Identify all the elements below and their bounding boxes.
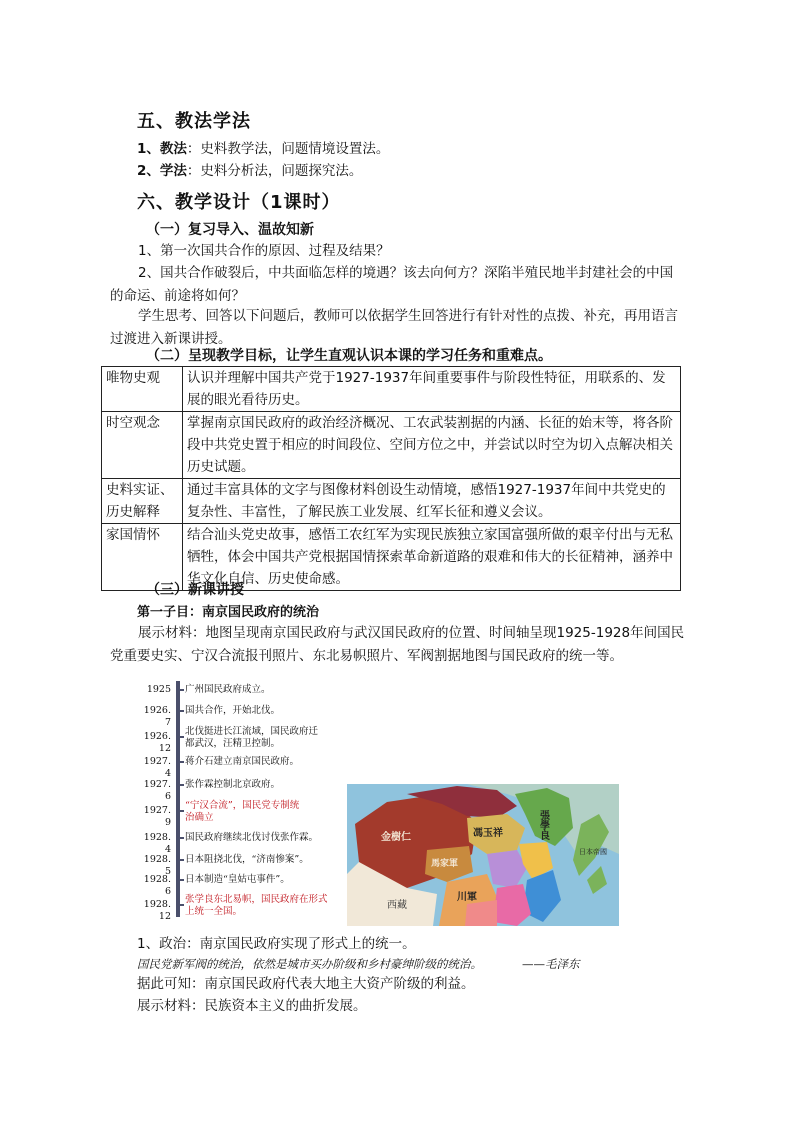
map-label-feng: 馮玉祥 — [473, 828, 503, 839]
timeline-event: 日本制造“皇姑屯事件”。 — [185, 874, 290, 885]
section6-heading: 六、教学设计（1课时） — [137, 192, 341, 213]
review-note: 学生思考、回答以下问题后，教师可以依据学生回答进行有针对性的点拨、补充，再用语言过渡进入新课讲授。 — [110, 308, 678, 347]
map-label-ma: 馬家軍 — [431, 858, 459, 868]
timeline-event: 国共合作，开始北伐。 — [185, 705, 281, 716]
timeline-date: 1925 — [146, 684, 171, 695]
timeline-event: 张作霖控制北京政府。 — [185, 779, 281, 790]
goal-value: 掌握南京国民政府的政治经济概况、工农武装割据的内涵、长征的始末等，将各阶段中共党史置于相应的时间段位、空间方位之中，并尝试以时空为切入点解决相关历史试题。 — [183, 412, 681, 479]
sub1-title: 第一子目：南京国民政府的统治 — [137, 605, 320, 620]
map-label-chuan: 川軍 — [457, 892, 477, 903]
goal-key: 时空观念 — [102, 412, 183, 479]
inference-line: 据此可知：南京国民政府代表大地主大资产阶级的利益。 — [137, 976, 475, 992]
map-label-jin: 金樹仁 — [381, 832, 411, 843]
timeline-date: 1928. 12 — [143, 899, 171, 922]
material2-line: 展示材料：民族资本主义的曲折发展。 — [137, 998, 367, 1014]
map-label-zhang: 張學良 — [537, 810, 549, 840]
goal-value: 结合汕头党史故事，感悟工农红军为实现民族独立家国富强所做的艰辛付出与无私牺牲，体会中国共产党根据国情探索革命新道路的艰难和伟大的长征精神，涵养中华文化自信、历史使命感。 — [183, 524, 681, 591]
teaching-method-line: 1、教法：史料教学法，问题情境设置法。 — [137, 141, 390, 157]
timeline-event: 北伐挺进长江流域，国民政府迁都武汉，汪精卫控制。 — [185, 726, 319, 749]
goal-value: 认识并理解中国共产党于1927-1937年间重要事件与阶段性特征，用联系的、发展的眼光看待历史。 — [183, 367, 681, 412]
part3-title: （三）新课讲授 — [146, 582, 244, 598]
timeline-date: 1928. 6 — [143, 874, 171, 897]
timeline-event: 张学良东北易帜，国民政府在形式上统一全国。 — [185, 894, 328, 917]
timeline-date: 1926. 7 — [143, 705, 171, 728]
goals-table — [101, 366, 681, 591]
review-question-1: 1、第一次国共合作的原因、过程及结果？ — [138, 243, 390, 259]
quote-author: ——毛泽东 — [522, 957, 580, 971]
warlord-map — [347, 784, 619, 926]
timeline-date: 1928. 5 — [143, 854, 171, 877]
timeline-event: 日本阻挠北伐，“济南惨案”。 — [185, 854, 309, 865]
table-row — [102, 479, 681, 524]
part2-title: （二）呈现教学目标，让学生直观认识本课的学习任务和重难点。 — [146, 348, 552, 364]
timeline-date: 1927. 4 — [143, 756, 171, 779]
learning-method-line: 2、学法：史料分析法，问题探究法。 — [137, 163, 363, 179]
map-label-xizang: 西藏 — [387, 900, 407, 911]
goal-key: 史料实证、历史解释 — [102, 479, 183, 524]
quote: 国民党新军阀的统治，依然是城市买办阶级和乡村豪绅阶级的统治。 ——毛泽东 — [137, 957, 580, 971]
timeline-figure — [137, 673, 334, 923]
timeline-date: 1927. 6 — [143, 779, 171, 802]
material-intro: 展示材料：地图呈现南京国民政府与武汉国民政府的位置、时间轴呈现1925-1928年间国民党重要史实、宁汉合流报刊照片、东北易帜照片、军阀割据地图与国民政府的统一等。 — [110, 625, 685, 664]
table-row — [102, 367, 681, 412]
politics-line: 1、政治：南京国民政府实现了形式上的统一。 — [137, 936, 416, 952]
goal-value: 通过丰富具体的文字与图像材料创设生动情境，感悟1927-1937年间中共党史的复杂性、丰富性，了解民族工业发展、红军长征和遵义会议。 — [183, 479, 681, 524]
timeline-event: 蒋介石建立南京国民政府。 — [185, 756, 300, 767]
timeline-event: 广州国民政府成立。 — [185, 684, 271, 695]
part1-title: （一）复习导入、温故知新 — [146, 222, 314, 238]
timeline-date: 1928. 4 — [143, 832, 171, 855]
map-label-japan: 日本帝國 — [579, 848, 607, 856]
goal-key: 唯物史观 — [102, 367, 183, 412]
table-row — [102, 412, 681, 479]
timeline-event: “宁汉合流”，国民党专制统治确立 — [185, 800, 300, 823]
review-question-2: 2、国共合作破裂后，中共面临怎样的境遇？该去向何方？深陷半殖民地半封建社会的中国的命运、前途将如何？ — [110, 265, 674, 304]
timeline-date: 1926. 12 — [143, 731, 171, 754]
goal-key: 家国情怀 — [102, 524, 183, 591]
timeline-axis — [176, 681, 180, 917]
timeline-date: 1927. 9 — [143, 805, 171, 828]
timeline-event: 国民政府继续北伐讨伐张作霖。 — [185, 832, 319, 843]
section5-heading: 五、教法学法 — [137, 111, 251, 132]
